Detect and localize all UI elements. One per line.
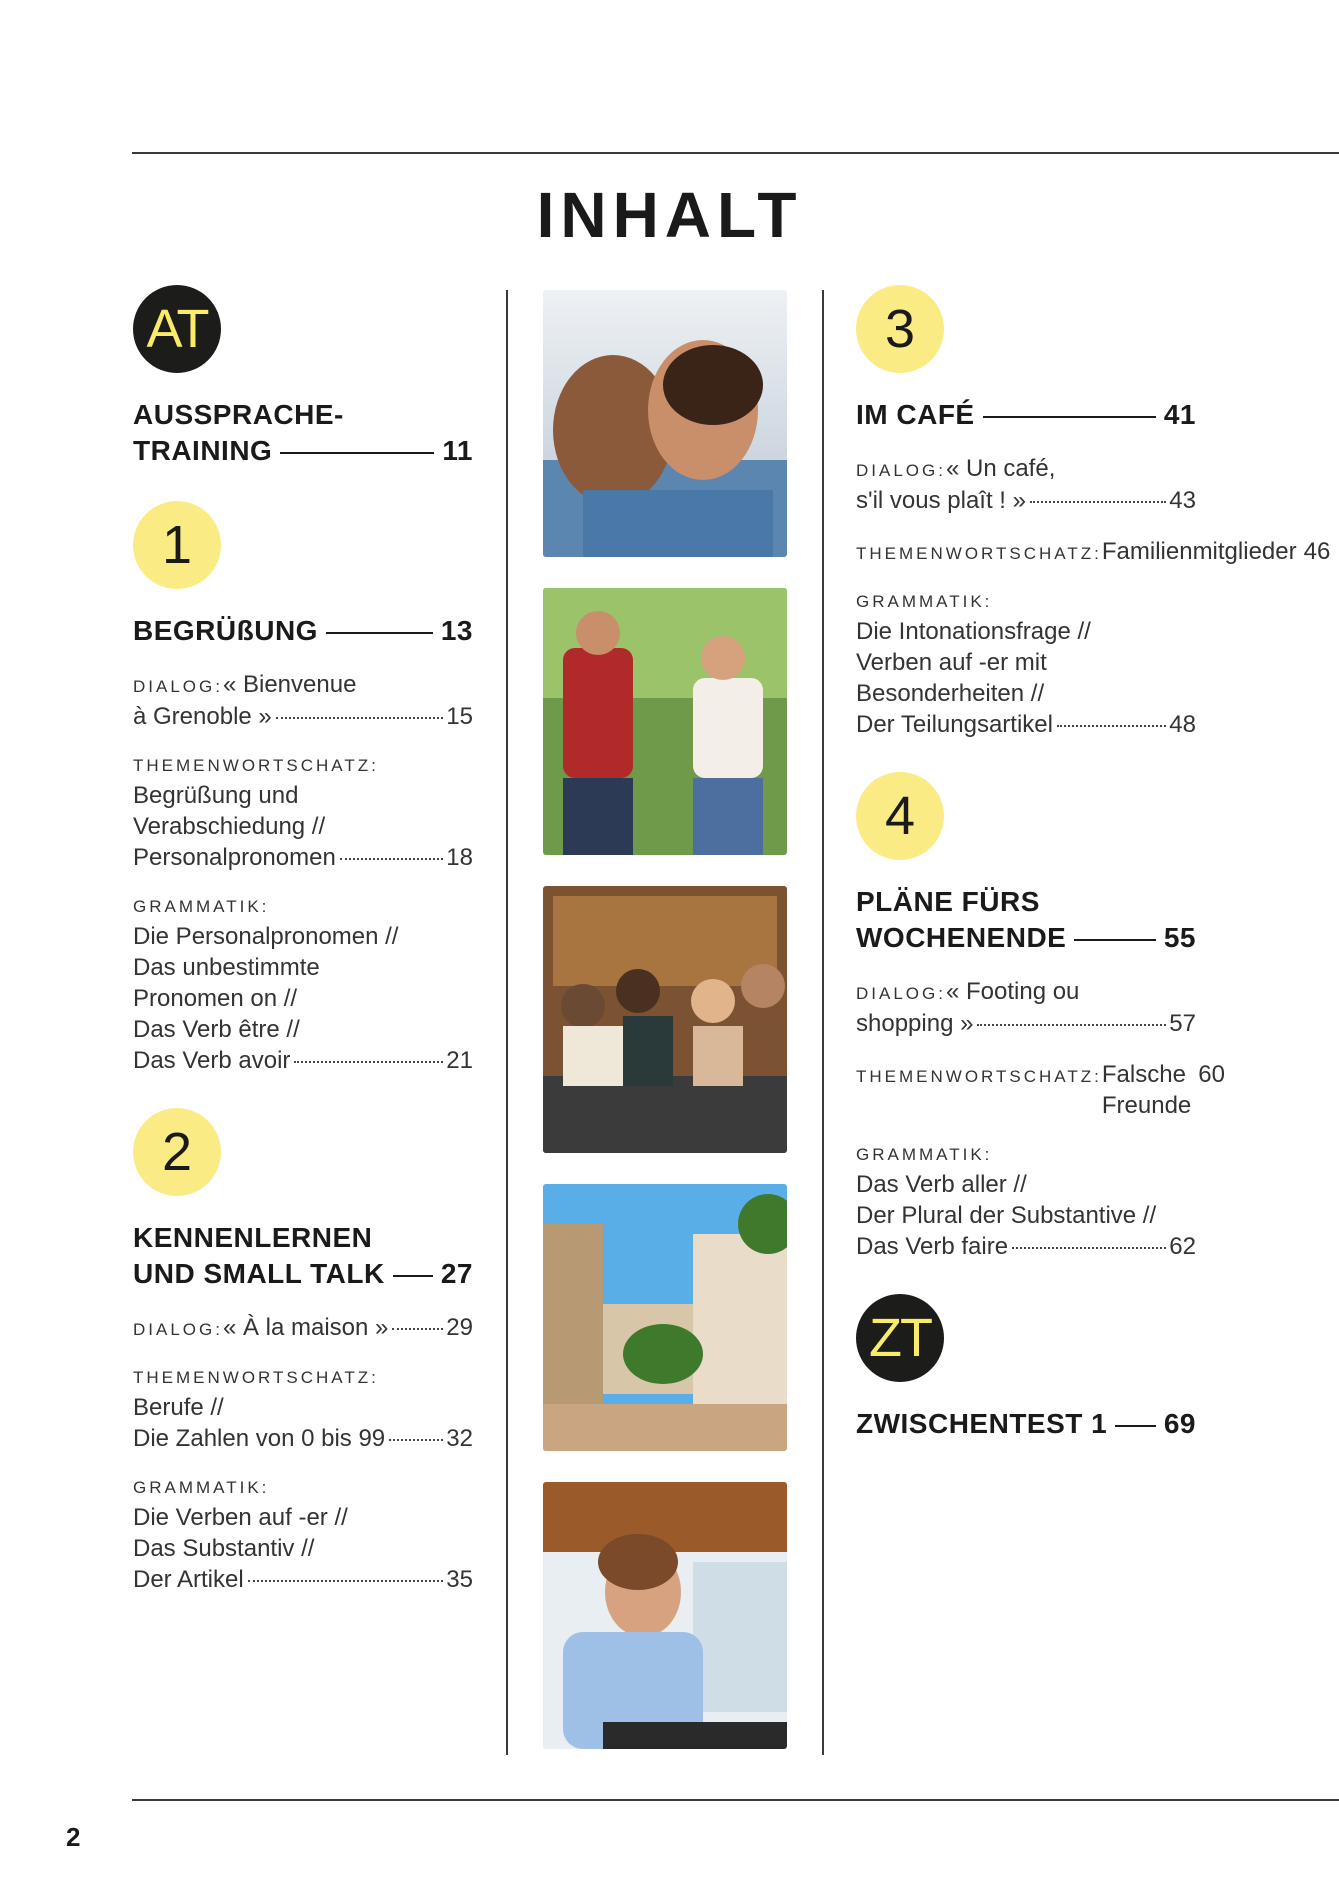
entry-line (856, 616, 1196, 647)
chapter-badge: ZT (856, 1294, 944, 1382)
entry-text: s'il vous plaît ! » (856, 487, 1026, 514)
toc-entry (133, 1312, 473, 1344)
entry-line (133, 669, 473, 701)
entry-category: THEMENWORTSCHATZ: (133, 756, 379, 775)
entry-line (133, 1502, 473, 1533)
entry-text: Die Personalpronomen // (133, 923, 399, 950)
entry-text: Besonderheiten // (856, 680, 1045, 707)
entry-line (856, 536, 1331, 568)
entry-line (856, 1008, 1196, 1039)
entry-page-number: 46 (1303, 538, 1331, 565)
bottom-rule (132, 1799, 1339, 1801)
chapter-title (856, 1406, 1196, 1442)
leader-line (1115, 1425, 1156, 1427)
chapter-badge: 1 (133, 501, 221, 589)
entry-line (133, 842, 473, 873)
entry-text: Familienmitglieder (1101, 538, 1297, 565)
chapter-badge: 2 (133, 1108, 221, 1196)
entry-text: Das unbestimmte (133, 954, 320, 981)
entry-line (133, 1423, 473, 1454)
entry-line (133, 921, 473, 952)
chapter-title-line: WOCHENENDE (856, 922, 1067, 953)
entry-text: Begrüßung und (133, 782, 299, 809)
chapter-title-row (856, 920, 1196, 956)
entry-line (856, 709, 1196, 740)
entry-page-number: 57 (1169, 1010, 1196, 1037)
entry-text: Das Substantiv // (133, 1535, 315, 1562)
photo-grenoble-square (543, 1184, 787, 1451)
chapter-page-number: 11 (442, 435, 473, 466)
entry-page-number: 29 (446, 1314, 473, 1341)
entry-line (856, 1231, 1196, 1262)
entry-text: Berufe // (133, 1394, 224, 1421)
entry-text: Das Verb faire (856, 1233, 1009, 1260)
entry-page-number: 15 (446, 703, 473, 730)
column-divider-left (506, 290, 508, 1755)
chapter-section (856, 1294, 1196, 1442)
entry-line (856, 647, 1196, 678)
entry-line (856, 1169, 1196, 1200)
entry-page-number: 32 (446, 1425, 473, 1452)
entry-category: DIALOG: (856, 461, 946, 480)
entry-line (856, 976, 1196, 1008)
entry-line (133, 752, 473, 780)
entry-text: shopping » (856, 1010, 974, 1037)
entry-text: à Grenoble » (133, 703, 272, 730)
entry-page-number: 18 (446, 844, 473, 871)
entry-text: Das Verb être // (133, 1016, 300, 1043)
entry-page-number: 35 (446, 1566, 473, 1593)
entry-category: DIALOG: (856, 984, 946, 1003)
chapter-page-number: 41 (1163, 399, 1196, 430)
chapter-section (133, 501, 473, 1076)
entry-text: Verabschiedung // (133, 813, 326, 840)
photo-friends-cafe (543, 886, 787, 1153)
entry-category: GRAMMATIK: (133, 1478, 270, 1497)
leader-line (280, 452, 434, 454)
toc-entry (133, 1474, 473, 1595)
entry-line (133, 1533, 473, 1564)
entry-line (856, 1200, 1196, 1231)
chapter-title-line: PLÄNE FÜRS (856, 886, 1040, 917)
entry-page-number: 62 (1169, 1233, 1196, 1260)
toc-entry (133, 752, 473, 873)
entry-page-number: 48 (1169, 711, 1196, 738)
dot-leader (248, 1580, 444, 1582)
entry-page-number: 43 (1169, 487, 1196, 514)
entry-text: « Un café, (945, 455, 1056, 482)
entry-category: THEMENWORTSCHATZ: (856, 1067, 1102, 1086)
chapter-page-number: 55 (1163, 922, 1196, 953)
leader-line (983, 416, 1156, 418)
toc-entry (856, 588, 1196, 740)
chapter-title (856, 397, 1196, 433)
entry-text: « Footing ou (945, 978, 1080, 1005)
entry-text: Verben auf -er mit (856, 649, 1047, 676)
chapter-title-row (856, 1406, 1196, 1442)
dot-leader (389, 1439, 443, 1441)
entry-text: Das Verb aller // (856, 1171, 1027, 1198)
chapter-page-number: 13 (440, 615, 473, 646)
entry-page-number: 60 (1198, 1061, 1225, 1088)
entry-page-number: 21 (446, 1047, 473, 1074)
entry-line (133, 1045, 473, 1076)
entry-line (856, 1141, 1196, 1169)
chapter-page-number: 69 (1163, 1408, 1196, 1439)
entry-category: GRAMMATIK: (856, 1145, 993, 1164)
photo-couple-hug (543, 290, 787, 557)
entry-line (133, 1312, 473, 1344)
chapter-section (133, 285, 473, 469)
chapter-title-row (856, 397, 1196, 433)
toc-entry (856, 536, 1331, 568)
chapter-title (856, 884, 1196, 956)
chapter-title-line: TRAINING (133, 435, 273, 466)
toc-entry (133, 1364, 473, 1454)
leader-line (393, 1275, 433, 1277)
entry-text: « À la maison » (222, 1314, 389, 1341)
toc-entry (856, 453, 1196, 516)
entry-text: Personalpronomen (133, 844, 336, 871)
toc-entry (856, 1141, 1196, 1262)
chapter-title-row (133, 613, 473, 649)
chapter-title-line: IM CAFÉ (856, 399, 975, 430)
chapter-badge: AT (133, 285, 221, 373)
leader-line (326, 632, 433, 634)
chapter-title-row (133, 1256, 473, 1292)
entry-line (856, 678, 1196, 709)
chapter-title (133, 397, 473, 469)
dot-leader (392, 1328, 443, 1330)
dot-leader (1030, 501, 1166, 503)
chapter-section (133, 1108, 473, 1595)
entry-line (133, 1474, 473, 1502)
dot-leader (977, 1024, 1166, 1026)
chapter-title-row (133, 433, 473, 469)
entry-category: DIALOG: (133, 677, 223, 696)
entry-text: Die Zahlen von 0 bis 99 (133, 1425, 386, 1452)
chapter-title-line: ZWISCHENTEST 1 (856, 1408, 1108, 1439)
entry-text: Der Artikel (133, 1566, 244, 1593)
page-title: INHALT (536, 179, 803, 251)
entry-line (856, 453, 1196, 485)
entry-category: GRAMMATIK: (133, 897, 270, 916)
entry-text: Das Verb avoir (133, 1047, 291, 1074)
column-divider-right (822, 290, 824, 1755)
entry-line (133, 701, 473, 732)
chapter-badge: 3 (856, 285, 944, 373)
entry-line (133, 1392, 473, 1423)
entry-text: Die Verben auf -er // (133, 1504, 348, 1531)
entry-category: THEMENWORTSCHATZ: (133, 1368, 379, 1387)
entry-line (133, 893, 473, 921)
toc-entry (856, 1059, 1225, 1121)
toc-entry (133, 893, 473, 1076)
top-rule (132, 152, 1339, 154)
chapter-title (133, 1220, 473, 1292)
chapter-title-line: KENNENLERNEN (133, 1222, 373, 1253)
chapter-title-line: AUSSPRACHE- (133, 399, 344, 430)
toc-entry (856, 976, 1196, 1039)
dot-leader (1057, 725, 1166, 727)
chapter-badge: 4 (856, 772, 944, 860)
entry-line (856, 588, 1196, 616)
entry-line (133, 811, 473, 842)
entry-line (133, 1564, 473, 1595)
toc-right-column (856, 285, 1331, 1474)
chapter-page-number: 27 (440, 1258, 473, 1289)
page-number: 2 (66, 1822, 81, 1852)
entry-line (133, 780, 473, 811)
photo-woman-studying (543, 1482, 787, 1749)
entry-line (133, 1014, 473, 1045)
entry-text: Falsche Freunde (1101, 1061, 1192, 1119)
entry-text: Die Intonationsfrage // (856, 618, 1091, 645)
dot-leader (340, 858, 444, 860)
entry-text: Der Teilungsartikel (856, 711, 1053, 738)
entry-line (856, 485, 1196, 516)
entry-text: « Bienvenue (222, 671, 357, 698)
chapter-title-line: UND SMALL TALK (133, 1258, 385, 1289)
chapter-section (856, 285, 1331, 740)
entry-line (856, 1059, 1225, 1121)
entry-text: Pronomen on // (133, 985, 298, 1012)
dot-leader (276, 717, 444, 719)
photo-couple-bikes (543, 588, 787, 855)
entry-category: THEMENWORTSCHATZ: (856, 544, 1102, 563)
toc-left-column (133, 285, 473, 1627)
entry-line (133, 952, 473, 983)
toc-entry (133, 669, 473, 732)
dot-leader (1012, 1247, 1166, 1249)
chapter-title (133, 613, 473, 649)
chapter-section (856, 772, 1225, 1262)
entry-category: GRAMMATIK: (856, 592, 993, 611)
chapter-title-line: BEGRÜßUNG (133, 615, 318, 646)
entry-line (133, 1364, 473, 1392)
entry-line (133, 983, 473, 1014)
leader-line (1074, 939, 1156, 941)
dot-leader (294, 1061, 443, 1063)
entry-text: Der Plural der Substantive // (856, 1202, 1157, 1229)
entry-category: DIALOG: (133, 1320, 223, 1339)
